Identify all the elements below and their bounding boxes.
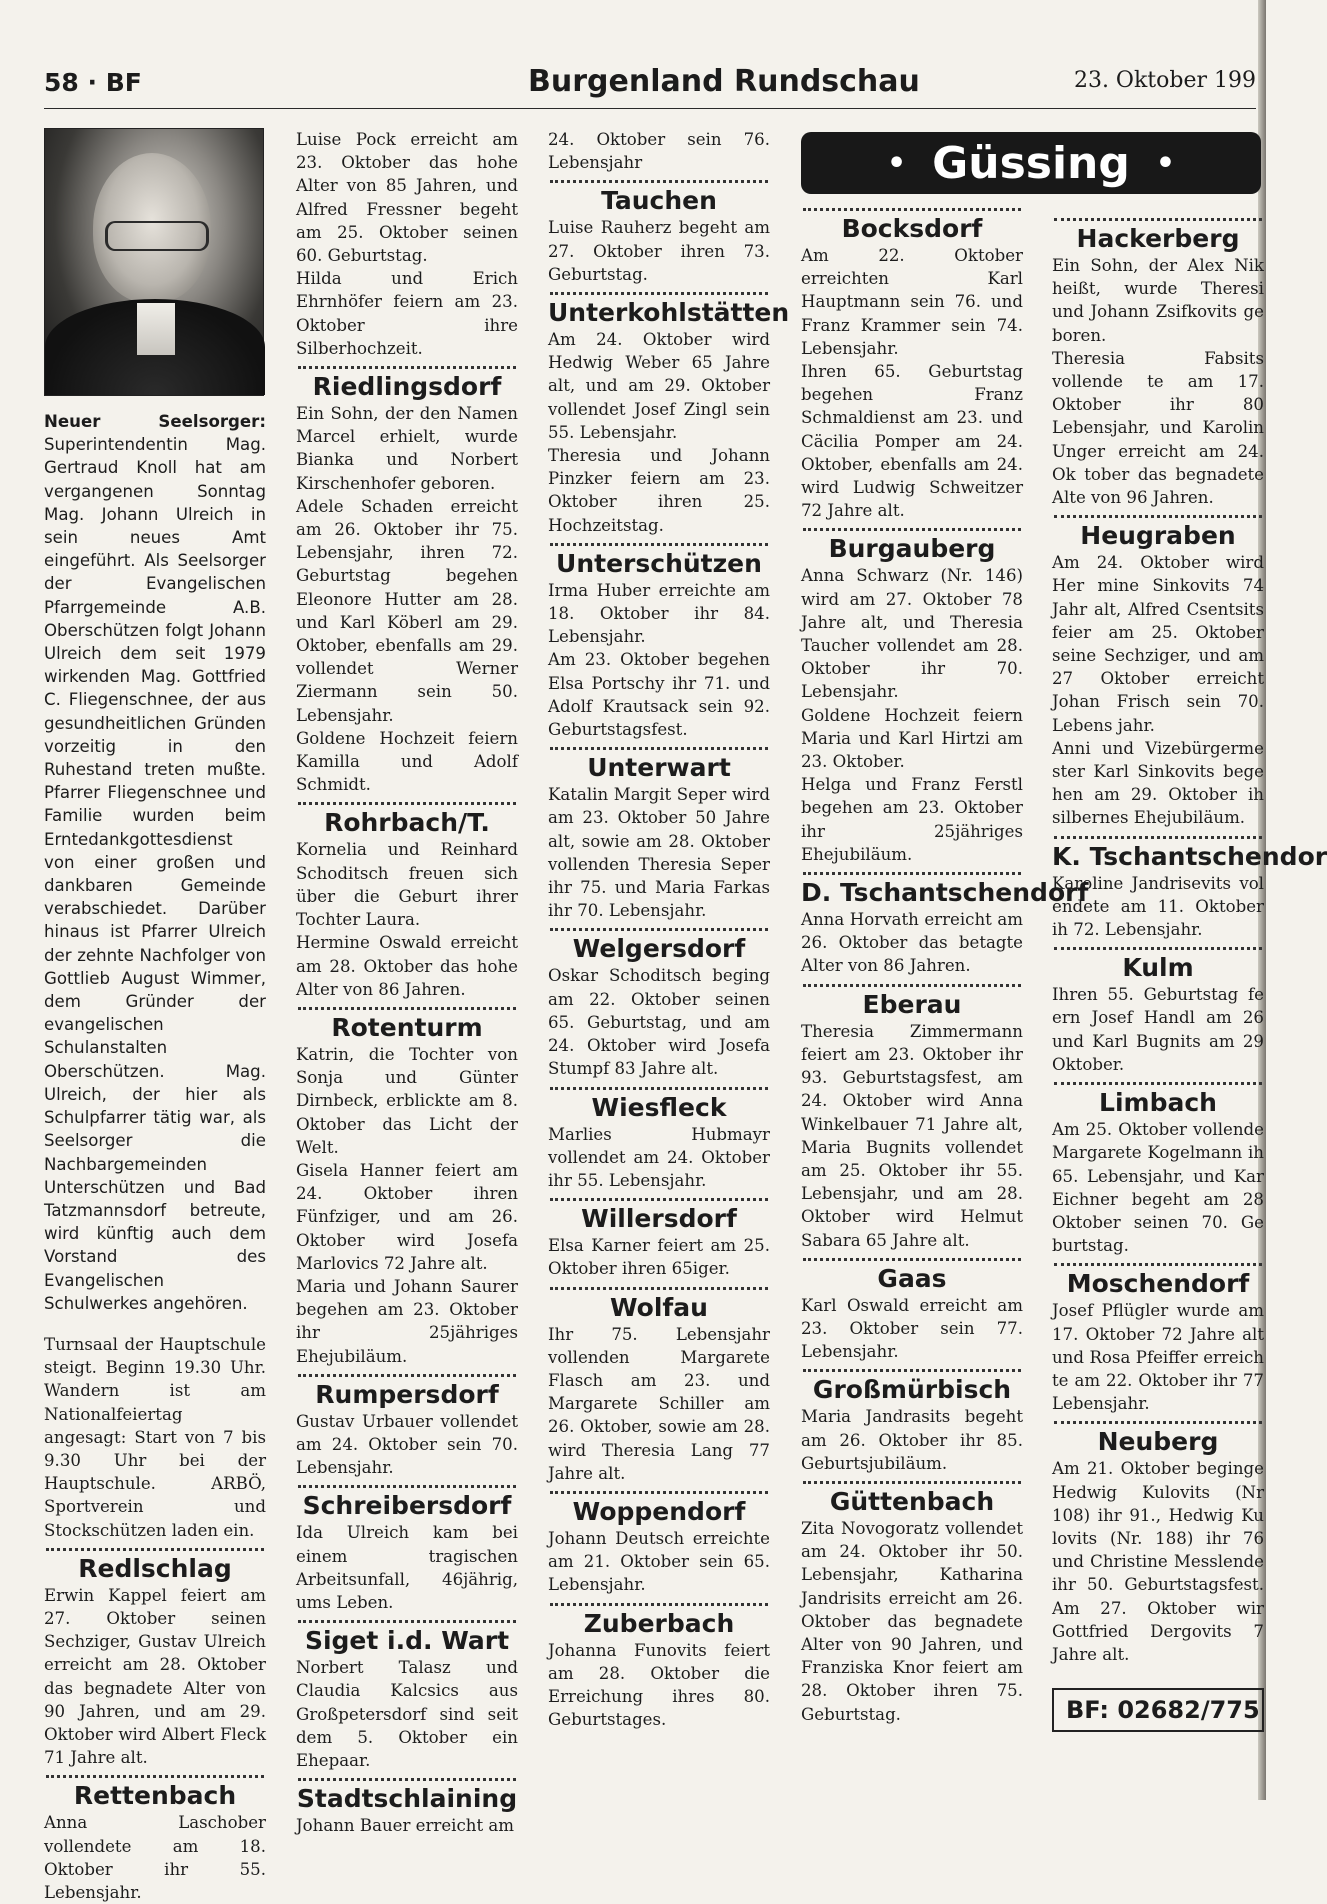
dotted-divider: [298, 1007, 516, 1010]
dotted-divider: [1054, 1263, 1262, 1266]
photo-collar-shape: [137, 303, 175, 355]
paragraph: Katalin Margit Seper wird am 23. Oktober 50 Jahre alt, sowie am 28. Oktober vollenden Theresia Seper ihr 75. und Maria Farkas ihr 70. Lebensjahr.: [548, 785, 770, 921]
redlschlag-text: Erwin Kappel feiert am 27. Oktober seinen Sechziger, Gustav Ulreich erreicht am 28. Oktober das begnadete Alter von 90 Jahren, und am 29. Oktober wird Albert Fleck 71 Jahre alt.: [44, 1585, 266, 1768]
dotted-divider: [550, 1603, 768, 1606]
dotted-divider: [298, 1620, 516, 1623]
dotted-divider: [803, 528, 1021, 531]
paragraph: Am 23. Oktober begehen Elsa Portschy ihr 71. und Adolf Krautsack sein 92. Geburtstagsfest.: [548, 650, 770, 740]
fax-number-box: BF: 02682/775: [1052, 1688, 1264, 1732]
banner-title: Güssing: [932, 137, 1130, 189]
dotted-divider: [803, 984, 1021, 987]
heading-woppendorf: Woppendorf: [572, 1496, 746, 1526]
heading-rumpersdorf: Rumpersdorf: [315, 1379, 499, 1409]
dotted-divider: [550, 180, 768, 183]
paragraph: Gustav Urbauer vollendet am 24. Oktober sein 70. Lebensjahr.: [296, 1411, 518, 1478]
paragraph: Luise Rauherz begeht am 27. Oktober ihren 73. Geburtstag.: [548, 218, 770, 284]
paragraph: Hilda und Erich Ehrnhöfer feiern am 23. Oktober ihre Silberhochzeit.: [296, 269, 518, 358]
heading-moschendorf: Moschendorf: [1066, 1269, 1250, 1299]
paragraph: Josef Pflügler wurde am 17. Oktober 72 Jahre alt und Rosa Pfeiffer erreich te am 22. Oktober ihr 77 Lebensjahr.: [1052, 1301, 1264, 1414]
paragraph: Adele Schaden erreicht am 26. Oktober ihr 75. Lebensjahr, ihren 72. Geburtstag begehen Eleonore Hutter am 28. und Karl Köberl am 29. Oktober, ebenfalls am 29. vollendet Werner Ziermann sein 50. Lebensjahr.: [296, 496, 518, 725]
dotted-divider: [550, 928, 768, 931]
caption-lead: Neuer Seelsorger:: [44, 412, 266, 431]
dotted-divider: [550, 747, 768, 750]
dotted-divider: [803, 208, 1021, 211]
dotted-divider: [1054, 218, 1262, 221]
heading-guettenbach: Güttenbach: [829, 1486, 995, 1516]
dotted-divider: [1054, 1082, 1262, 1085]
column-5: [1052, 212, 1327, 1732]
bullet-icon: •: [1155, 145, 1176, 181]
heading-welgersdorf: Welgersdorf: [572, 934, 746, 964]
dotted-divider: [803, 1369, 1021, 1372]
paragraph: Ein Sohn, der den Namen Marcel erhielt, wurde Bianka und Norbert Kirschenhofer geboren.: [296, 404, 518, 493]
heading-limbach: Limbach: [1099, 1088, 1217, 1118]
dotted-divider: [1054, 515, 1262, 518]
heading-unterschuetzen: Unterschützen: [556, 548, 762, 578]
heading-redlschlag: Redlschlag: [78, 1553, 232, 1583]
paragraph: Kornelia und Reinhard Schoditsch freuen sich über die Geburt ihrer Tochter Laura.: [296, 840, 518, 930]
column-2: [296, 128, 518, 1837]
paragraph: 24. Oktober sein 76. Lebensjahr: [548, 130, 770, 173]
heading-rohrbach: Rohrbach/T.: [324, 808, 490, 838]
paragraph: Maria Jandrasits begeht am 26. Oktober ihr 85. Geburtsjubiläum.: [801, 1407, 1023, 1473]
paragraph: Am 25. Oktober vollende Margarete Kogelmann ih 65. Lebensjahr, und Kar Eichner begeht am 28 Oktober seinen 70. Ge burtstag.: [1052, 1120, 1264, 1256]
bullet-icon: •: [886, 145, 907, 181]
paragraph: Goldene Hochzeit feiern Maria und Karl Hirtzi am 23. Oktober.: [801, 705, 1023, 772]
heading-stadtschlaining: Stadtschlaining: [296, 1784, 518, 1814]
dotted-divider: [550, 1287, 768, 1290]
heading-d-tschantschendorf: D. Tschantschendorf: [801, 878, 1089, 908]
portrait-photo: [44, 128, 264, 396]
dotted-divider: [550, 543, 768, 546]
dotted-divider: [803, 1481, 1021, 1484]
paragraph: Ein Sohn, der Alex Nik heißt, wurde Theresi und Johann Zsifkovits ge boren.: [1052, 256, 1264, 345]
heading-kulm: Kulm: [1122, 953, 1194, 983]
paragraph: Anni und Vizebürgerme ster Karl Sinkovits bege hen am 29. Oktober ih silbernes Ehejubiläum.: [1052, 738, 1264, 828]
paragraph: Irma Huber erreichte am 18. Oktober ihr 84. Lebensjahr.: [548, 580, 770, 647]
paragraph: Oskar Schoditsch beging am 22. Oktober seinen 65. Geburtstag, und am 24. Oktober wird Josefa Stumpf 83 Jahre alt.: [548, 966, 770, 1079]
paragraph: Theresia Zimmermann feiert am 23. Oktober ihr 93. Geburtstagsfest, am 24. Oktober wird Anna Winkelbauer 71 Jahre alt, Maria Bugnits vollendet am 25. Oktober ihr 55. Lebensjahr, und am 28. Oktober wird Helmut Sabara 65 Jahre alt.: [801, 1021, 1023, 1250]
page-header: [44, 64, 1256, 109]
dotted-divider: [298, 1778, 516, 1781]
paragraph: Norbert Talasz und Claudia Kalcsics aus Großpetersdorf sind seit dem 5. Oktober ein Ehepaar.: [296, 1658, 518, 1770]
paragraph: Johanna Funovits feiert am 28. Oktober die Erreichung ihres 80. Geburtstages.: [548, 1640, 770, 1730]
photo-caption: [44, 410, 266, 1315]
dotted-divider: [1054, 836, 1262, 839]
heading-bocksdorf: Bocksdorf: [841, 214, 983, 243]
dotted-divider: [550, 292, 768, 295]
paragraph: Johann Bauer erreicht am: [296, 1816, 515, 1836]
paragraph: Katrin, die Tochter von Sonja und Günter Dirnbeck, erblickte am 8. Oktober das Licht der Welt.: [296, 1044, 518, 1157]
dotted-divider: [550, 1198, 768, 1201]
heading-willersdorf: Willersdorf: [581, 1204, 737, 1234]
dotted-divider: [46, 1548, 264, 1551]
paragraph: Theresia und Johann Pinzker feiern am 23. Oktober ihren 25. Hochzeitstag.: [548, 446, 770, 535]
paragraph: Goldene Hochzeit feiern Kamilla und Adolf Schmidt.: [296, 728, 518, 795]
dotted-divider: [298, 1485, 516, 1488]
heading-unterwart: Unterwart: [587, 753, 731, 783]
dotted-divider: [1054, 947, 1262, 950]
heading-k-tschantschendorf: K. Tschantschendor: [1052, 841, 1327, 871]
paragraph: Elsa Karner feiert am 25. Oktober ihren 65iger.: [548, 1236, 770, 1279]
paragraph: Anna Horvath erreicht am 26. Oktober das betagte Alter von 86 Jahren.: [801, 910, 1023, 976]
paragraph: Helga und Franz Ferstl begehen am 23. Oktober ihr 25jähriges Ehejubiläum.: [801, 775, 1023, 864]
paragraph: Karl Oswald erreicht am 23. Oktober sein 77. Lebensjahr.: [801, 1295, 1023, 1362]
paragraph: Am 24. Oktober wird Her mine Sinkovits 74 Jahr alt, Alfred Csentsits feier am 25. Oktober seine Sechziger, und am 27 Oktober erreicht Johan Frisch sein 70. Lebens jahr.: [1052, 553, 1264, 735]
column-1: [44, 128, 266, 1904]
heading-rettenbach: Rettenbach: [73, 1781, 237, 1811]
heading-schreibersdorf: Schreibersdorf: [302, 1491, 512, 1521]
paragraph: Luise Pock erreicht am 23. Oktober das hohe Alter von 85 Jahren, und Alfred Fressner begeht am 25. Oktober seinen 60. Geburtstag.: [296, 130, 518, 266]
dotted-divider: [550, 1087, 768, 1090]
paragraph: Ihren 65. Geburtstag begehen Franz Schmaldienst am 23. und Cäcilia Pomper am 24. Oktober, ebenfalls am 24. wird Ludwig Schweitzer 72 Jahre alt.: [801, 362, 1023, 521]
heading-rotenturm: Rotenturm: [331, 1012, 483, 1042]
newspaper-title: Burgenland Rundschau: [528, 64, 920, 99]
dotted-divider: [550, 1491, 768, 1494]
section-banner-guessing: [801, 132, 1261, 194]
heading-unterkohlstaetten: Unterkohlstätten: [548, 298, 790, 328]
paragraph: Karoline Jandrisevits vol endete am 11. Oktober ih 72. Lebensjahr.: [1052, 873, 1264, 940]
dotted-divider: [1054, 1421, 1262, 1424]
paragraph: Anna Schwarz (Nr. 146) wird am 27. Oktober 78 Jahre alt, und Theresia Taucher vollendet am 28. Oktober ihr 70. Lebensjahr.: [801, 566, 1023, 702]
heading-wiesfleck: Wiesfleck: [591, 1092, 727, 1122]
paragraph: Am 21. Oktober beginge Hedwig Kulovits (Nr 108) ihr 91., Hedwig Ku lovits (Nr. 188) ihr 76 und Christine Messlende ihr 50. Geburtstagsfest. Am 27. Oktober wir Gottfried Dergovits 7 Jahre alt.: [1052, 1459, 1264, 1664]
heading-gaas: Gaas: [877, 1263, 947, 1293]
heading-tauchen: Tauchen: [601, 186, 717, 216]
issue-date: 23. Oktober 199: [1073, 68, 1256, 93]
paragraph: Ida Ulreich kam bei einem tragischen Arbeitsunfall, 46jährig, ums Leben.: [296, 1523, 518, 1612]
heading-wolfau: Wolfau: [610, 1292, 708, 1322]
dotted-divider: [298, 1374, 516, 1377]
paragraph: Ihren 55. Geburtstag fe ern Josef Handl am 26 und Karl Bugnits am 29 Oktober.: [1052, 985, 1264, 1074]
paragraph: Am 22. Oktober erreichten Karl Hauptmann sein 76. und Franz Krammer sein 74. Lebensjahr.: [801, 246, 1023, 358]
paragraph: Zita Novogoratz vollendet am 24. Oktober ihr 50. Lebensjahr, Katharina Jandrisits erreicht am 26. Oktober das begnadete Alter von 90 Jahren, und Franziska Knor feiert am 28. Oktober ihren 75. Geburtstag.: [801, 1518, 1023, 1724]
paragraph: Ihr 75. Lebensjahr vollenden Margarete Flasch am 23. und Margarete Schiller am 26. Oktober, sowie am 28. wird Theresia Lang 77 Jahre alt.: [548, 1324, 770, 1483]
dotted-divider: [298, 802, 516, 805]
heading-siget: Siget i.d. Wart: [304, 1626, 510, 1656]
heading-eberau: Eberau: [862, 989, 962, 1019]
paragraph: Maria und Johann Saurer begehen am 23. Oktober ihr 25jähriges Ehejubiläum.: [296, 1276, 518, 1366]
heading-neuberg: Neuberg: [1097, 1427, 1219, 1457]
dotted-divider: [46, 1775, 264, 1778]
dotted-divider: [803, 872, 1021, 875]
heading-riedlingsdorf: Riedlingsdorf: [312, 372, 502, 402]
heading-zuberbach: Zuberbach: [583, 1608, 735, 1638]
paragraph: Marlies Hubmayr vollendet am 24. Oktober ihr 55. Lebensjahr.: [548, 1124, 770, 1190]
caption-text: Superintendentin Mag. Gertraud Knoll hat am vergangenen Sonntag Mag. Johann Ulreich in sein neues Amt eingeführt. Als Seelsorger der Evangelischen Pfarrgemeinde A.B. Oberschützen folgt Johann Ulreich dem seit 1979 wirkenden Mag. Gottfried C. Fliegenschnee, der aus gesundheitlichen Gründen vorzeitig in den Ruhestand treten mußte. Pfarrer Fliegenschnee und Familie wurden beim Erntedankgottesdienst von einer großen und dankbaren Gemeinde verabschiedet. Darüber hinaus ist Pfarrer Ulreich der zehnte Nachfolger von Gottlieb August Wimmer, dem Gründer der evangelischen Schulanstalten Oberschützen. Mag. Ulreich, der hier als Schulpfarrer tätig war, als Seelsorger die Nachbargemeinden Unterschützen und Bad Tatzmannsdorf betreute, wird künftig auch dem Vorstand des Evangelischen Schulwerkes angehören.: [44, 435, 266, 1313]
dotted-divider: [298, 366, 516, 369]
paragraph: Am 24. Oktober wird Hedwig Weber 65 Jahre alt, und am 29. Oktober vollendet Josef Zingl sein 55. Lebensjahr.: [548, 330, 770, 442]
page-number: 58 · BF: [44, 68, 142, 97]
heading-grossmuerbisch: Großmürbisch: [812, 1375, 1012, 1405]
paragraph: Gisela Hanner feiert am 24. Oktober ihren Fünfziger, und am 26. Oktober wird Josefa Marlovics 72 Jahre alt.: [296, 1160, 518, 1273]
paragraph: Hermine Oswald erreicht am 28. Oktober das hohe Alter von 86 Jahren.: [296, 933, 518, 999]
heading-burgauberg: Burgauberg: [828, 534, 996, 564]
column-3: [548, 128, 790, 1731]
paragraph: Theresia Fabsits vollende te am 17. Oktober ihr 80 Lebensjahr, und Karolin Unger erreicht am 24. Ok tober das begnadete Alte von 96 Jahren.: [1052, 348, 1264, 508]
photo-glasses-shape: [105, 221, 209, 251]
dotted-divider: [803, 1258, 1021, 1261]
turnsaal-text: Turnsaal der Hauptschule steigt. Beginn 19.30 Uhr. Wandern ist am Nationalfeiertag angesagt: Start von 7 bis 9.30 Uhr bei der Hauptschule. ARBÖ, Sportverein und Stockschützen laden ein.: [44, 1334, 266, 1540]
paragraph: Johann Deutsch erreichte am 21. Oktober sein 65. Lebensjahr.: [548, 1528, 770, 1595]
heading-hackerberg: Hackerberg: [1076, 224, 1240, 253]
heading-heugraben: Heugraben: [1080, 521, 1236, 551]
rettenbach-text: Anna Laschober vollendete am 18. Oktober ihr 55. Lebensjahr.: [44, 1813, 266, 1902]
